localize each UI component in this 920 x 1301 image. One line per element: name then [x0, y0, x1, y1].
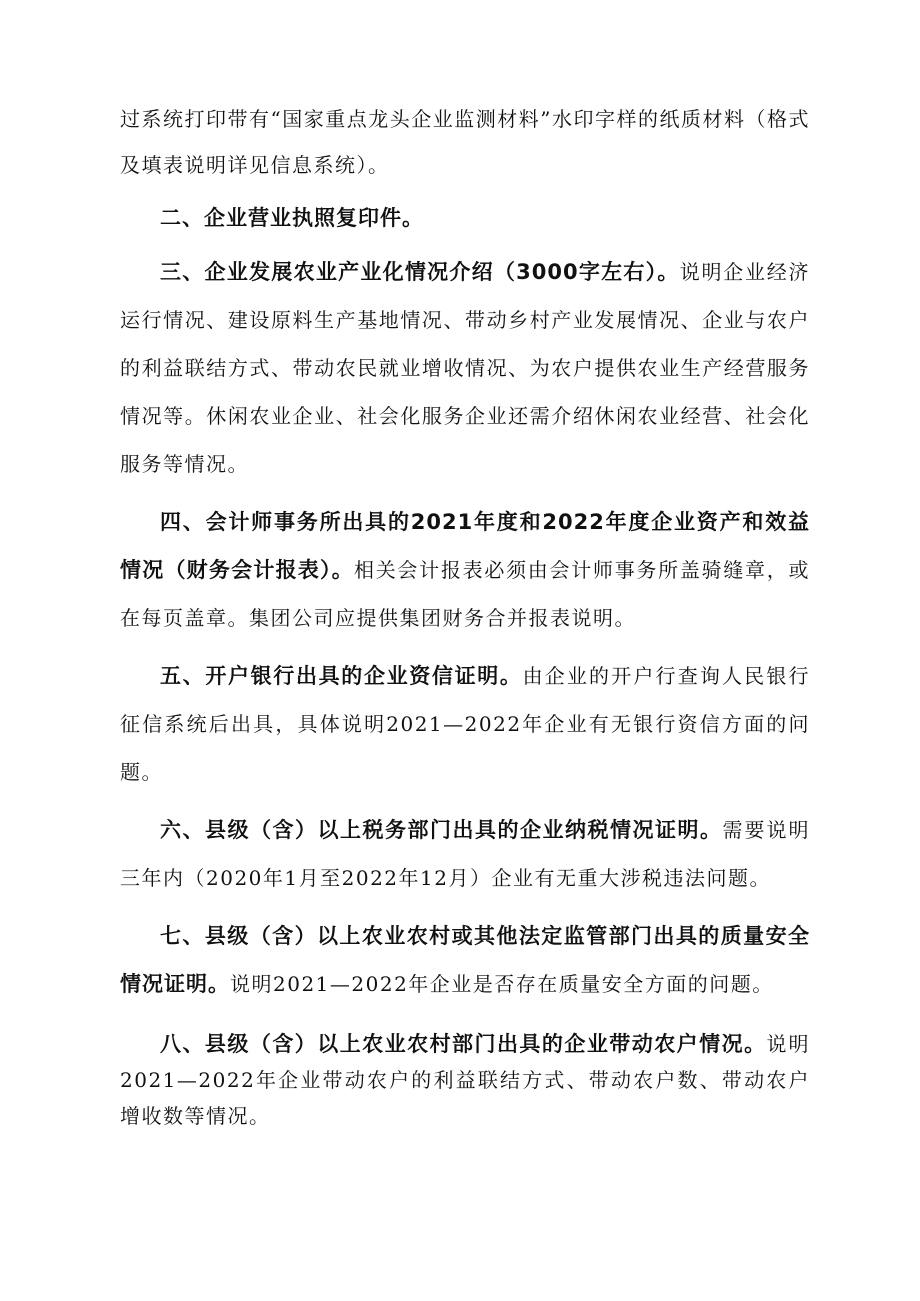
- paragraph-body: 需要说明三年内（2020年1月至2022年12月）企业有无重大涉税违法问题。: [120, 818, 810, 890]
- paragraph-heading: 六、县级（含）以上税务部门出具的企业纳税情况证明。: [160, 818, 723, 842]
- paragraph-heading: 五、开户银行出具的企业资信证明。: [160, 664, 523, 688]
- paragraph-body: 说明2021—2022年企业带动农户的利益联结方式、带动农户数、带动农户增收数等情况。: [120, 1032, 811, 1128]
- paragraph-item-6: [120, 806, 810, 902]
- paragraph-body: 由企业的开户行查询人民银行征信系统后出具，具体说明2021—2022年企业有无银行资信方面的问题。: [120, 664, 811, 784]
- paragraph-item-7: [120, 912, 810, 1008]
- paragraph-item-2: [120, 194, 810, 242]
- paragraph-heading: 八、县级（含）以上农业农村部门出具的企业带动农户情况。: [160, 1032, 767, 1056]
- paragraph-item-5: [120, 652, 810, 796]
- document-body: [120, 96, 810, 1134]
- paragraph-heading: 七、县级（含）以上农业农村或其他法定监管部门出具的质量安全情况证明。: [120, 924, 810, 996]
- paragraph-continuation: [120, 96, 810, 188]
- paragraph-body: 说明2021—2022年企业是否存在质量安全方面的问题。: [230, 972, 774, 996]
- paragraph-body: 过系统打印带有“国家重点龙头企业监测材料”水印字样的纸质材料（格式及填表说明详见信息系统）。: [120, 107, 810, 177]
- paragraph-item-3: [120, 248, 810, 488]
- paragraph-item-8: [120, 1026, 810, 1134]
- paragraph-body: 相关会计报表必须由会计师事务所盖骑缝章，或在每页盖章。集团公司应提供集团财务合并报表说明。: [120, 558, 811, 630]
- paragraph-item-4: [120, 498, 810, 642]
- paragraph-heading: 四、会计师事务所出具的2021年度和2022年度企业资产和效益情况（财务会计报表）。: [120, 510, 810, 582]
- paragraph-body: 说明企业经济运行情况、建设原料生产基地情况、带动乡村产业发展情况、企业与农户的利益联结方式、带动农民就业增收情况、为农户提供农业生产经营服务情况等。休闲农业企业、社会化服务企业还需介绍休闲农业经营、社会化服务等情况。: [120, 260, 810, 476]
- paragraph-heading: 二、企业营业执照复印件。: [160, 206, 424, 230]
- paragraph-heading: 三、企业发展农业产业化情况介绍（3000字左右）。: [160, 260, 680, 284]
